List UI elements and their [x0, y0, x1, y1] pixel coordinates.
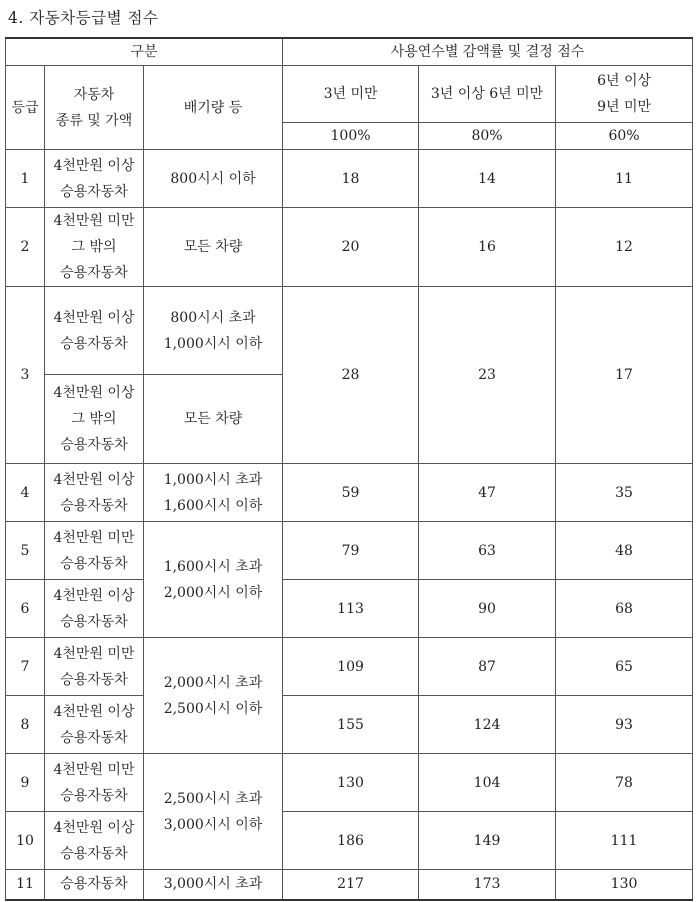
header-reduction: 사용연수별 감액률 및 결정 점수 — [283, 38, 693, 66]
score-cell: 217 — [283, 870, 419, 900]
grade-cell: 1 — [6, 150, 45, 208]
score-cell: 23 — [419, 287, 556, 464]
score-cell: 12 — [556, 208, 693, 287]
car-type-cell: 4천만원 미만 승용자동차 — [45, 638, 144, 696]
car-type-cell: 4천만원 이상 승용자동차 — [45, 464, 144, 522]
car-type-cell: 4천만원 이상 승용자동차 — [45, 696, 144, 754]
table-row — [6, 208, 693, 287]
header-period: 3년 이상 6년 미만 — [419, 66, 556, 123]
score-cell: 90 — [419, 580, 556, 638]
header-rate: 100% — [283, 123, 419, 150]
score-cell: 59 — [283, 464, 419, 522]
header-displacement: 배기량 등 — [144, 66, 283, 150]
grade-cell: 6 — [6, 580, 45, 638]
displacement-cell: 800시시 초과 1,000시시 이하 — [144, 287, 283, 375]
score-cell: 130 — [556, 870, 693, 900]
score-cell: 63 — [419, 522, 556, 580]
grade-score-table — [5, 37, 693, 901]
header-group: 구분 — [6, 38, 283, 66]
score-cell: 93 — [556, 696, 693, 754]
score-cell: 35 — [556, 464, 693, 522]
displacement-cell: 모든 차량 — [144, 375, 283, 464]
score-cell: 155 — [283, 696, 419, 754]
score-cell: 130 — [283, 754, 419, 812]
grade-cell: 9 — [6, 754, 45, 812]
header-period: 6년 이상 9년 미만 — [556, 66, 693, 123]
displacement-cell: 1,600시시 초과 2,000시시 이하 — [144, 522, 283, 638]
table-row — [6, 522, 693, 580]
score-cell: 48 — [556, 522, 693, 580]
grade-cell: 7 — [6, 638, 45, 696]
car-type-cell: 4천만원 미만 승용자동차 — [45, 754, 144, 812]
car-type-cell: 4천만원 이상 승용자동차 — [45, 287, 144, 375]
displacement-cell: 1,000시시 초과 1,600시시 이하 — [144, 464, 283, 522]
header-grade: 등급 — [6, 66, 45, 150]
score-cell: 149 — [419, 812, 556, 870]
score-cell: 173 — [419, 870, 556, 900]
car-type-cell: 승용자동차 — [45, 870, 144, 900]
score-cell: 20 — [283, 208, 419, 287]
score-cell: 87 — [419, 638, 556, 696]
car-type-cell: 4천만원 이상 승용자동차 — [45, 150, 144, 208]
score-cell: 16 — [419, 208, 556, 287]
score-cell: 11 — [556, 150, 693, 208]
header-car-type: 자동차 종류 및 가액 — [45, 66, 144, 150]
grade-cell: 8 — [6, 696, 45, 754]
car-type-cell: 4천만원 미만 그 밖의 승용자동차 — [45, 208, 144, 287]
score-cell: 78 — [556, 754, 693, 812]
score-cell: 17 — [556, 287, 693, 464]
score-cell: 109 — [283, 638, 419, 696]
table-row — [6, 812, 693, 870]
car-type-cell: 4천만원 이상 승용자동차 — [45, 812, 144, 870]
table-row — [6, 638, 693, 696]
score-cell: 18 — [283, 150, 419, 208]
grade-cell: 2 — [6, 208, 45, 287]
grade-cell: 10 — [6, 812, 45, 870]
table-row — [6, 754, 693, 812]
score-cell: 186 — [283, 812, 419, 870]
displacement-cell: 2,000시시 초과 2,500시시 이하 — [144, 638, 283, 754]
table-row — [6, 580, 693, 638]
displacement-cell: 모든 차량 — [144, 208, 283, 287]
displacement-cell: 2,500시시 초과 3,000시시 이하 — [144, 754, 283, 870]
score-cell: 113 — [283, 580, 419, 638]
score-cell: 124 — [419, 696, 556, 754]
table-row — [6, 150, 693, 208]
grade-cell: 3 — [6, 287, 45, 464]
header-rate: 80% — [419, 123, 556, 150]
score-cell: 14 — [419, 150, 556, 208]
car-type-cell: 4천만원 미만 승용자동차 — [45, 522, 144, 580]
score-cell: 104 — [419, 754, 556, 812]
score-cell: 68 — [556, 580, 693, 638]
header-rate: 60% — [556, 123, 693, 150]
table-row — [6, 287, 693, 375]
score-cell: 47 — [419, 464, 556, 522]
table-row — [6, 464, 693, 522]
displacement-cell: 800시시 이하 — [144, 150, 283, 208]
score-cell: 79 — [283, 522, 419, 580]
score-cell: 28 — [283, 287, 419, 464]
grade-cell: 11 — [6, 870, 45, 900]
car-type-cell: 4천만원 이상 승용자동차 — [45, 580, 144, 638]
header-period: 3년 미만 — [283, 66, 419, 123]
grade-cell: 4 — [6, 464, 45, 522]
section-title: 4. 자동차등급별 점수 — [8, 9, 159, 27]
table-row — [6, 696, 693, 754]
grade-cell: 5 — [6, 522, 45, 580]
score-cell: 65 — [556, 638, 693, 696]
displacement-cell: 3,000시시 초과 — [144, 870, 283, 900]
car-type-cell: 4천만원 이상 그 밖의 승용자동차 — [45, 375, 144, 464]
score-cell: 111 — [556, 812, 693, 870]
table-row — [6, 870, 693, 900]
